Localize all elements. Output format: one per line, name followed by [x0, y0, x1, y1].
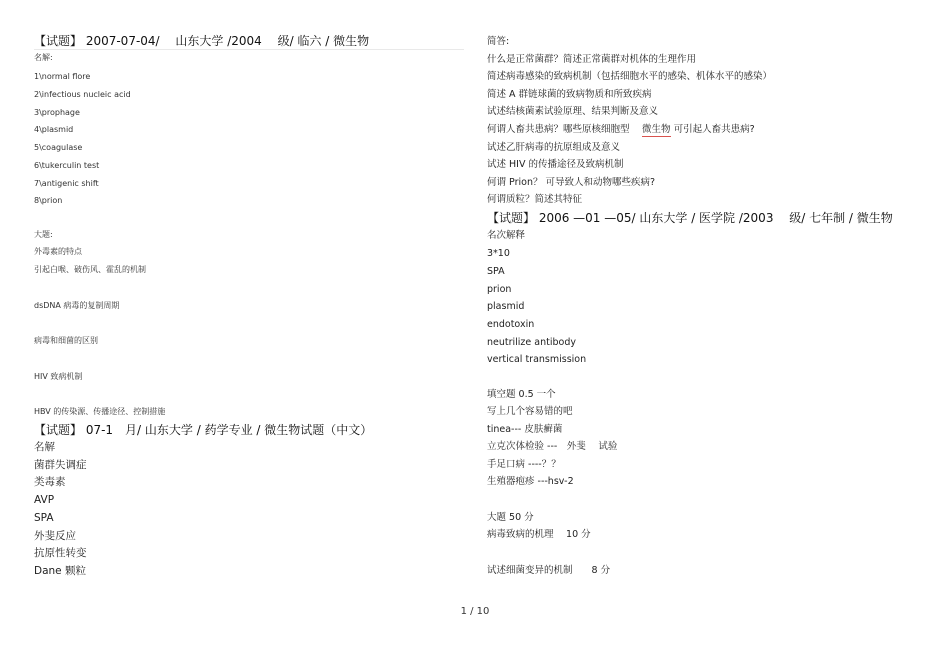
fill-item: 立克次体检验 --- 外斐 试验	[487, 441, 618, 452]
short-question: 试述结核菌素试验原理、结果判断及意义	[487, 106, 659, 117]
exam3-term: 3*10	[487, 248, 510, 259]
short-question: 试述乙肝病毒的抗原组成及意义	[487, 142, 621, 153]
exam2-term: Dane 颗粒	[34, 565, 86, 577]
fill-item: 生殖器疱疹 ---hsv-2	[487, 476, 574, 487]
big-question: 试述细菌变异的机制 8 分	[487, 565, 611, 576]
divider	[34, 49, 464, 50]
section-terms: 名解:	[34, 53, 53, 62]
short-question: 试述 HIV 的传播途径及致病机制	[487, 159, 624, 170]
section-big: 大题:	[34, 230, 53, 239]
exam2-term: AVP	[34, 494, 55, 506]
fill-title: 填空题 0.5 一个	[487, 389, 556, 400]
exam2-title: 【试题】 07-1 月/ 山东大学 / 药学专业 / 微生物试题（中文）	[34, 423, 373, 437]
exam3-title: 【试题】 2006 —01 —05/ 山东大学 / 医学院 /2003 级/ 七年制 / 微生物	[487, 211, 893, 225]
big-question: 病毒致病的机理 10 分	[487, 529, 591, 540]
short-question: 简述 A 群链球菌的致病物质和所致疾病	[487, 89, 652, 100]
exam3-term: neutrilize antibody	[487, 337, 576, 348]
big-question: HBV 的传染源、传播途径、控制措施	[34, 407, 166, 416]
big-question: 病毒和细菌的区别	[34, 336, 98, 345]
exam2-term: 菌群失调症	[34, 459, 87, 471]
host-q-part1: 何谓人畜共患病？哪些原核细胞型	[487, 124, 643, 135]
exam3-term: SPA	[487, 266, 505, 277]
big-question: 引起白喉、破伤风、霍乱的机制	[34, 265, 146, 274]
term-item: 1\normal flore	[34, 72, 91, 81]
exam2-term: 外斐反应	[34, 530, 76, 542]
big-title: 大题 50 分	[487, 512, 534, 523]
term-item: 5\coagulase	[34, 143, 83, 152]
exam3-term: prion	[487, 284, 512, 295]
short-question: 何谓 Prion？ 可导致人和动物哪些疾病?	[487, 177, 656, 188]
exam1-title: 【试题】 2007-07-04/ 山东大学 /2004 级/ 临六 / 微生物	[34, 34, 370, 48]
big-question: dsDNA 病毒的复制周期	[34, 301, 120, 310]
host-q-underlined: 微生物	[642, 124, 671, 135]
exam2-term: 抗原性转变	[34, 547, 87, 559]
exam3-term: endotoxin	[487, 319, 535, 330]
big-question: 外毒素的特点	[34, 247, 82, 256]
term-item: 4\plasmid	[34, 125, 74, 134]
short-question: 何谓质粒？简述其特征	[487, 194, 583, 205]
page-number: 1 / 10	[460, 606, 490, 617]
short-question-host	[487, 125, 755, 135]
big-question: HIV 致病机制	[34, 372, 83, 381]
short-question: 什么是正常菌群？简述正常菌群对机体的生理作用	[487, 54, 697, 65]
fill-item: tinea--- 皮肤癣菌	[487, 424, 563, 435]
term-item: 8\prion	[34, 196, 63, 205]
fill-note: 写上几个容易错的吧	[487, 406, 573, 417]
short-question: 简述病毒感染的致病机制（包括细胞水平的感染、机体水平的感染）	[487, 71, 773, 82]
term-item: 7\antigenic shift	[34, 179, 99, 188]
exam2-section: 名解	[34, 441, 55, 453]
section-short: 简答:	[487, 36, 510, 47]
exam3-term: vertical transmission	[487, 354, 587, 365]
exam2-term: 类毒素	[34, 476, 66, 488]
term-item: 6\tukerculin test	[34, 161, 100, 170]
exam2-term: SPA	[34, 512, 54, 524]
fill-item: 手足口病 ----？？	[487, 459, 561, 470]
exam3-term: plasmid	[487, 301, 525, 312]
term-item: 3\prophage	[34, 108, 80, 117]
host-q-part3: 可引起人畜共患病?	[670, 124, 755, 135]
exam3-section: 名次解释	[487, 230, 526, 241]
term-item: 2\infectious nucleic acid	[34, 90, 131, 99]
